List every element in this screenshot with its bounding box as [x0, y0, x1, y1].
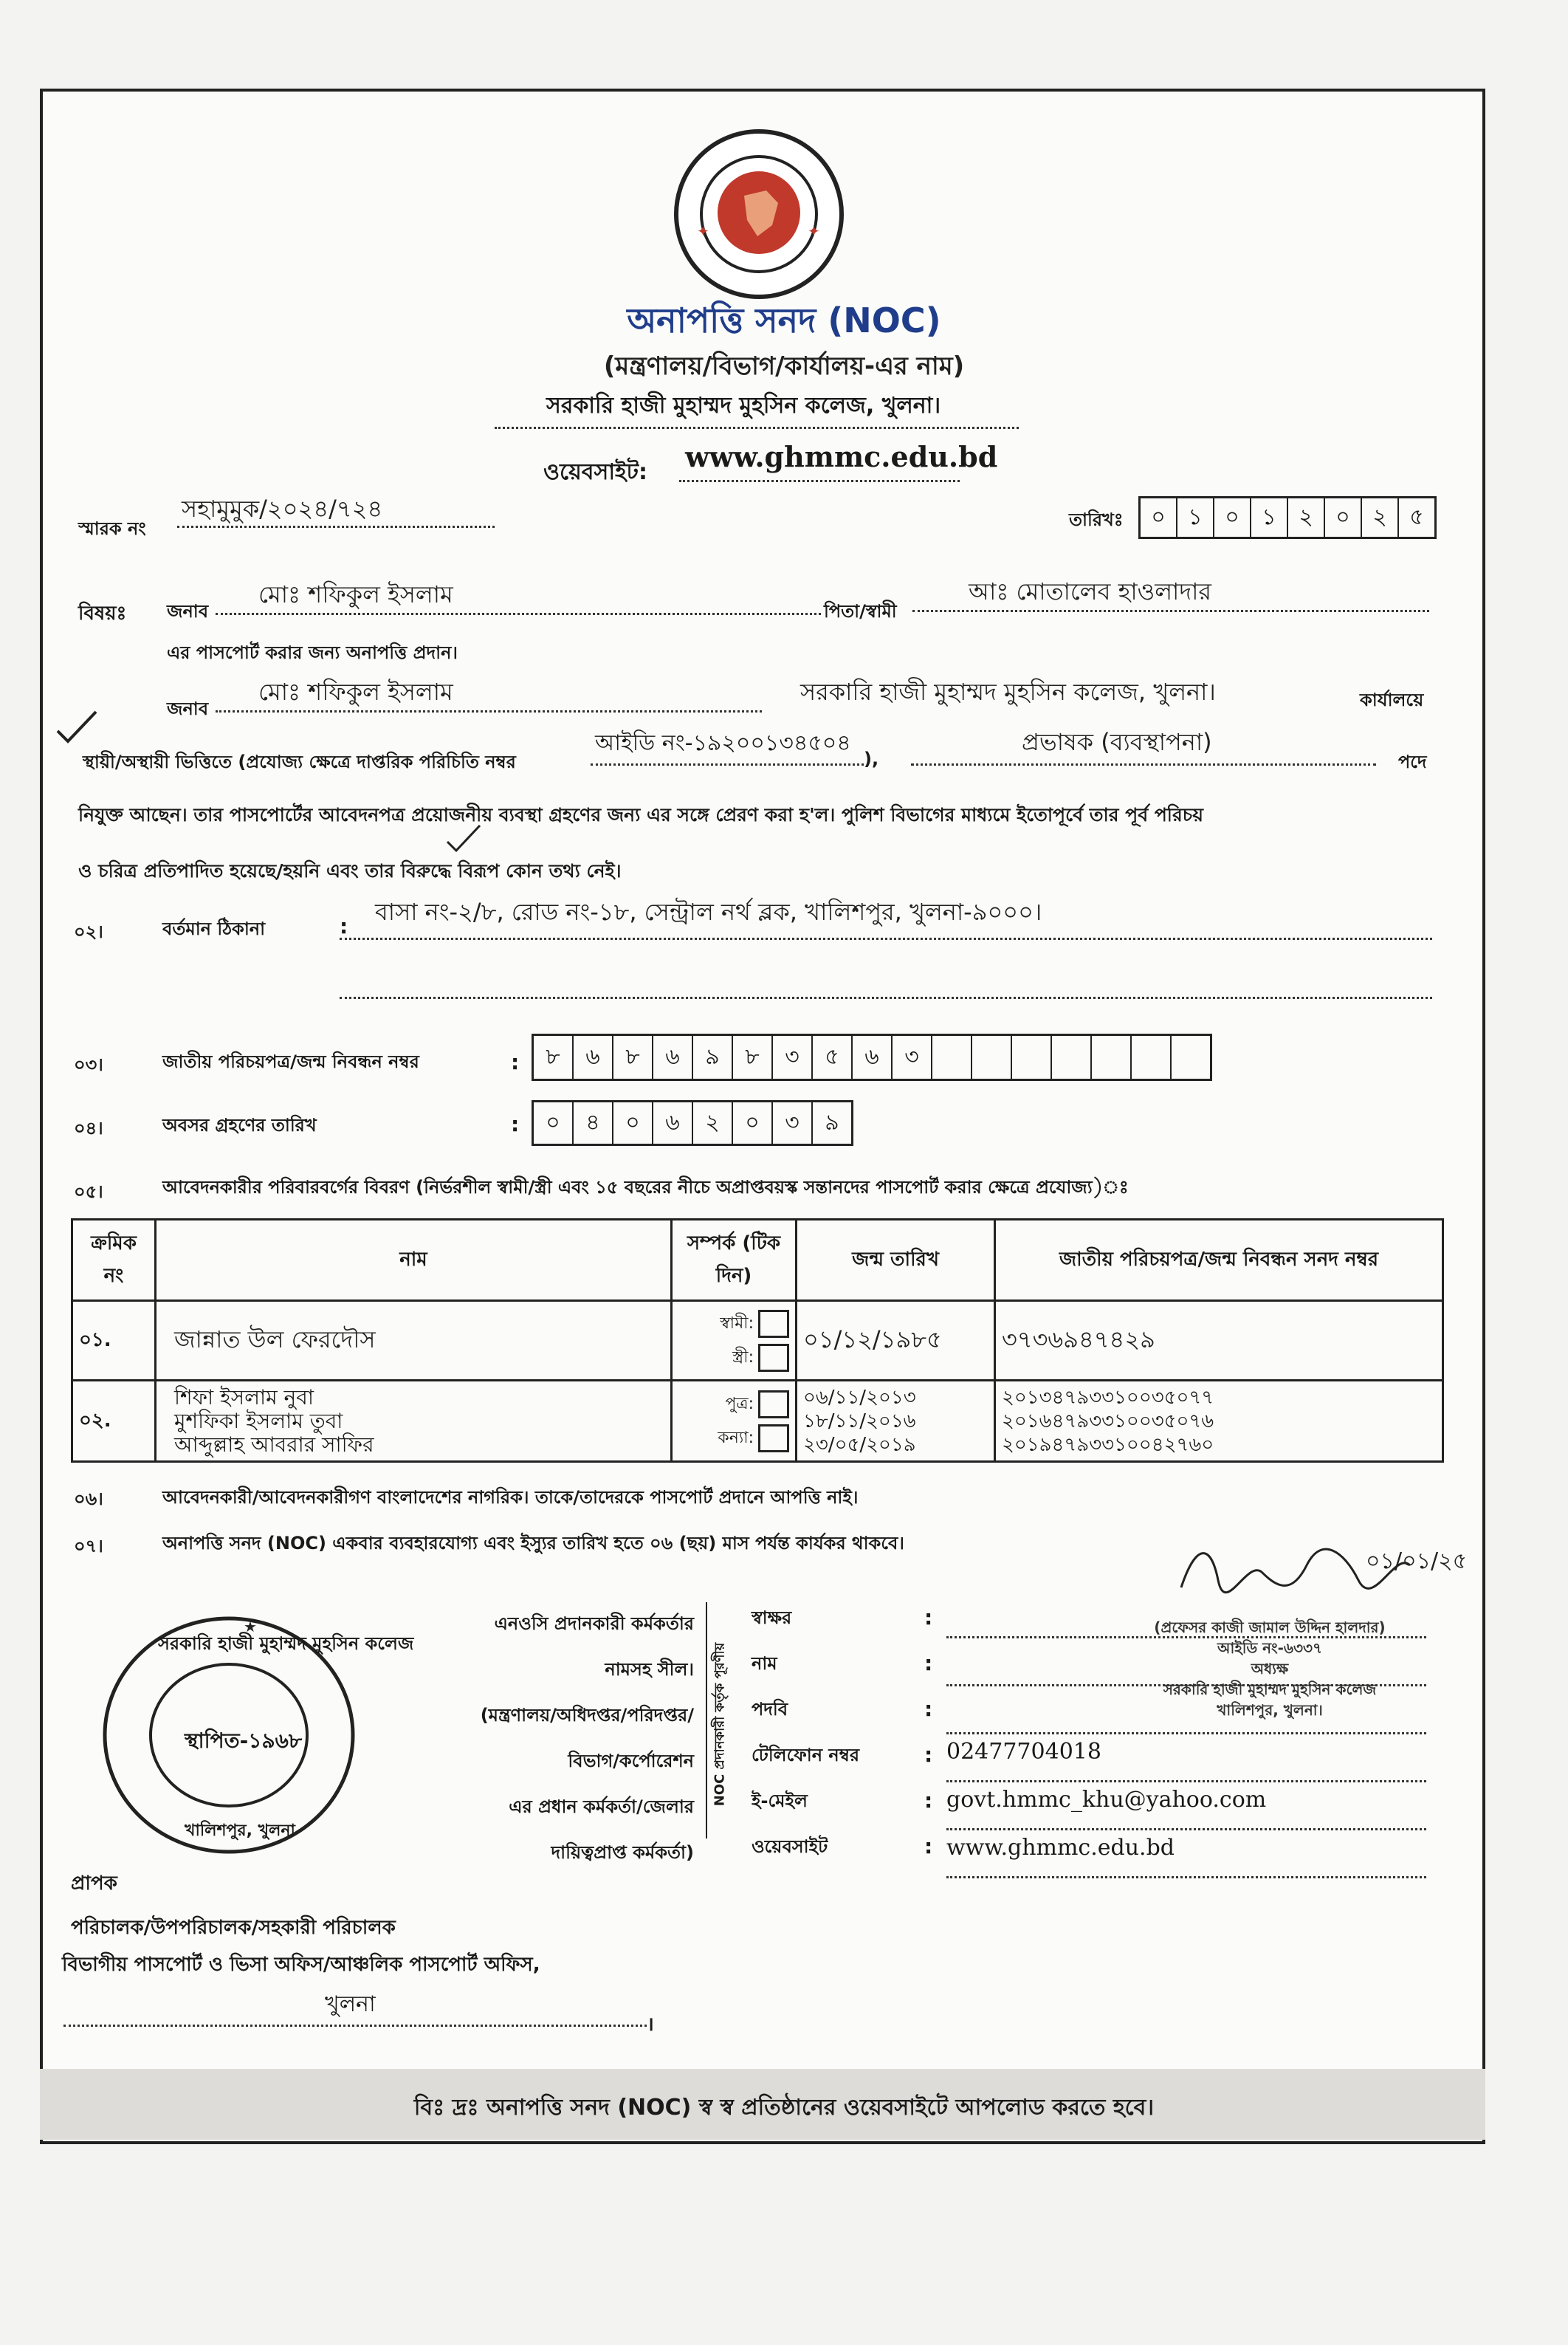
subject-name-line	[216, 613, 821, 615]
stamp-line-4: সরকারি হাজী মুহাম্মদ মুহসিন কলেজ	[1163, 1680, 1377, 1698]
svg-text:✦: ✦	[697, 222, 709, 240]
father-name: আঃ মোতালেব হাওলাদার	[969, 577, 1212, 605]
retire-digit-6: ০	[733, 1102, 773, 1144]
memo-dotted-line	[177, 526, 495, 528]
vertical-divider	[706, 1602, 734, 1838]
retire-digit-3: ০	[613, 1102, 653, 1144]
sig-desc-1: এনওসি প্রদানকারী কর্মকর্তার	[494, 1613, 694, 1634]
subject-label: বিষয়ঃ	[78, 602, 127, 625]
nid-digit-2: ৬	[574, 1036, 613, 1079]
nid-digit-6: ৮	[733, 1036, 773, 1079]
nid-digit-17	[1172, 1036, 1210, 1079]
vertical-caption: NOC প্রদানকারী কর্তৃক পূরণীয়	[712, 1642, 728, 1807]
memo-label: স্মারক নং	[78, 518, 146, 539]
subject-mr: জনাব	[167, 601, 209, 622]
nid-digit-4: ৬	[653, 1036, 693, 1079]
date-boxes	[1138, 496, 1437, 539]
retire-digit-1: ০	[534, 1102, 574, 1144]
footer-note: বিঃ দ্রঃ অনাপত্তি সনদ (NOC) স্ব স্ব প্রতিষ্ঠানের ওয়েবসাইটে আপলোড করতে হবে।	[413, 2095, 1155, 2121]
label-website: ওয়েবসাইট	[752, 1836, 828, 1857]
recipient-line3: খুলনা	[325, 1991, 376, 2017]
body-name: মোঃ শফিকুল ইসলাম	[258, 678, 453, 706]
nid-digit-15	[1092, 1036, 1132, 1079]
signatory-labels	[752, 1595, 859, 1870]
header-nid: জাতীয় পরিচয়পত্র/জন্ম নিবন্ধন সনদ নম্বর	[995, 1220, 1443, 1301]
address-line-1	[340, 938, 1432, 940]
table-row	[72, 1381, 1443, 1462]
daughter-checkbox[interactable]	[758, 1424, 789, 1452]
recipient-line2: বিভাগীয় পাসপোর্ট ও ভিসা অফিস/আঞ্চলিক পাসপোর্ট অফিস,	[62, 1954, 540, 1976]
row1-relation	[672, 1301, 797, 1381]
date-digit-4: ১	[1251, 498, 1288, 537]
retire-number: ০৪।	[74, 1118, 103, 1139]
sig-desc-2: নামসহ সীল।	[605, 1659, 694, 1680]
father-label: পিতা/স্বামী	[824, 601, 897, 622]
stamp-line-2: আইডি নং-৬৩৩৭	[1217, 1639, 1322, 1657]
nid-boxes	[532, 1034, 1212, 1081]
basis-text: স্থায়ী/অস্থায়ী ভিত্তিতে (প্রযোজ্য ক্ষেত্রে দাপ্তরিক পরিচিতি নম্বর	[83, 752, 516, 772]
date-digit-7: ২	[1362, 498, 1399, 537]
husband-checkbox[interactable]	[758, 1310, 789, 1338]
child-dob-1: ০৬/১১/২০১৩	[803, 1386, 916, 1409]
date-digit-1: ০	[1141, 498, 1177, 537]
employee-id: আইডি নং-১৯২০০১৩৪৫০৪	[595, 730, 851, 756]
body-office: সরকারি হাজী মুহাম্মদ মুহসিন কলেজ, খুলনা।	[800, 678, 1216, 706]
nid-digit-16	[1132, 1036, 1172, 1079]
seal-ring-text: সরকারি হাজী মুহাম্মদ মুহসিন কলেজ	[158, 1633, 414, 1654]
college-seal	[96, 1610, 414, 1861]
body-paragraph-2: ও চরিত্র প্রতিপাদিত হয়েছে/হয়নি এবং তার বিরুদ্ধে বিরূপ কোন তথ্য নেই।	[78, 860, 622, 882]
retire-boxes	[532, 1100, 853, 1146]
retire-digit-5: ২	[693, 1102, 733, 1144]
row1-dob: ০১/১২/১৯৮৫	[797, 1301, 995, 1381]
tick-icon	[446, 824, 483, 854]
id-line	[591, 763, 864, 766]
retire-digit-2: ৪	[574, 1102, 613, 1144]
signatory-colons: : : : : : :	[924, 1605, 933, 1858]
sig-desc-5: এর প্রধান কর্মকর্তা/জেলার	[509, 1796, 694, 1817]
subject-name: মোঃ শফিকুল ইসলাম	[258, 580, 453, 608]
header-relation: সম্পর্ক (টিক দিন)	[672, 1220, 797, 1301]
date-digit-5: ২	[1288, 498, 1325, 537]
child-nid-2: ২০১৬৪৭৯৩৩১০০৩৫০৭৬	[1002, 1410, 1214, 1432]
website-field: www.ghmmc.edu.bd	[946, 1835, 1426, 1878]
nid-number: ০৩।	[74, 1054, 103, 1075]
subject-line2: এর পাসপোর্ট করার জন্য অনাপত্তি প্রদান।	[167, 642, 458, 663]
child-name-3: আব্দুল্লাহ আবরার সাফির	[174, 1432, 374, 1457]
header-dob: জন্ম তারিখ	[797, 1220, 995, 1301]
child-nid-1: ২০১৩৪৭৯৩৩১০০৩৫০৭৭	[1002, 1386, 1214, 1409]
row2-names	[156, 1381, 672, 1462]
recipient-end: ।	[647, 2013, 654, 2036]
label-signature: স্বাক্ষর	[752, 1607, 792, 1628]
row2-dobs	[797, 1381, 995, 1462]
designation: প্রভাষক (ব্যবস্থাপনা)	[1022, 728, 1212, 756]
rel-daughter-label: কন্যা:	[718, 1428, 754, 1447]
nid-digit-12	[972, 1036, 1012, 1079]
child-nid-3: ২০১৯৪৭৯৩৩১০০৪২৭৬০	[1002, 1433, 1214, 1456]
sig-desc-4: বিভাগ/কর্পোরেশন	[568, 1751, 694, 1771]
child-dob-2: ১৮/১১/২০১৬	[803, 1410, 916, 1432]
retire-digit-7: ৩	[773, 1102, 813, 1144]
svg-text:★: ★	[244, 1618, 257, 1635]
body-mr: জনাব	[167, 698, 209, 719]
wife-checkbox[interactable]	[758, 1344, 789, 1372]
child-name-1: শিফা ইসলাম নুবা	[174, 1384, 314, 1410]
signatory-description	[413, 1601, 694, 1875]
nid-digit-13	[1012, 1036, 1052, 1079]
body-name-line	[216, 710, 762, 713]
date-digit-2: ১	[1177, 498, 1214, 537]
header-serial: ক্রমিক নং	[72, 1220, 156, 1301]
retire-digit-4: ৬	[653, 1102, 693, 1144]
nid-digit-8: ৫	[813, 1036, 853, 1079]
retire-colon: :	[511, 1112, 520, 1136]
row1-name: জান্নাত উল ফেরদৌস	[156, 1301, 672, 1381]
child-name-2: মুশফিকা ইসলাম তুবা	[174, 1408, 343, 1433]
clause6-number: ০৬।	[74, 1489, 103, 1509]
document-title: অনাপত্তি সনদ (NOC)	[627, 301, 941, 340]
recipient-label: প্রাপক	[71, 1872, 117, 1895]
date-digit-8: ৫	[1409, 504, 1424, 530]
address-label: বর্তমান ঠিকানা	[162, 919, 266, 939]
recipient-line1: পরিচালক/উপপরিচালক/সহকারী পরিচালক	[71, 1917, 396, 1939]
website-value: www.ghmmc.edu.bd	[685, 440, 998, 473]
principal-stamp	[1107, 1617, 1432, 1720]
nid-digit-9: ৬	[853, 1036, 893, 1079]
body-office-suffix: কার্যালয়ে	[1360, 690, 1424, 710]
stamp-line-3: অধ্যক্ষ	[1251, 1660, 1289, 1678]
retire-label: অবসর গ্রহণের তারিখ	[162, 1115, 317, 1136]
svg-text:✦: ✦	[808, 222, 820, 240]
clause6-text: আবেদনকারী/আবেদনকারীগণ বাংলাদেশের নাগরিক। তাকে/তাদেরকে পাসপোর্ট প্রদানে আপত্তি নাই।	[162, 1487, 859, 1508]
row2-serial: ০২.	[72, 1381, 156, 1462]
office-name: সরকারি হাজী মুহাম্মদ মুহসিন কলেজ, খুলনা।	[546, 393, 941, 419]
family-heading: আবেদনকারীর পরিবারবর্গের বিবরণ (নির্ভরশীল স্বামী/স্ত্রী এবং ১৫ বছরের নীচে অপ্রাপ্তবয়স্ক সন্তানদের পাসপোর্ট করার ক্ষেত্রে প্রযোজ্য)ঃ	[162, 1177, 1129, 1198]
email-field: govt.hmmc_khu@yahoo.com	[946, 1787, 1426, 1830]
son-checkbox[interactable]	[758, 1390, 789, 1418]
row1-nid: ৩৭৩৬৯৪৭৪২৯	[995, 1301, 1443, 1381]
seal-center: স্থাপিত-১৯৬৮	[185, 1728, 303, 1753]
sig-desc-3: (মন্ত্রণালয়/অধিদপ্তর/পরিদপ্তর/	[480, 1705, 694, 1726]
address-value: বাসা নং-২/৮, রোড নং-১৮, সেন্ট্রাল নর্থ ব্লক, খালিশপুর, খুলনা-৯০০০।	[375, 898, 1042, 926]
ministry-subtitle: (মন্ত্রণালয়/বিভাগ/কার্যালয়-এর নাম)	[603, 351, 965, 381]
nid-digit-10: ৩	[893, 1036, 932, 1079]
clause7-number: ০৭।	[74, 1536, 103, 1556]
government-emblem	[670, 126, 847, 303]
address-number: ০২।	[74, 921, 103, 942]
date-digit-6: ০	[1325, 498, 1362, 537]
signature-date: ০১/০১/২৫	[1366, 1548, 1468, 1574]
retire-digit-8: ৯	[825, 1109, 839, 1136]
handwritten-signature	[1166, 1528, 1491, 1617]
check-mark-icon	[55, 709, 99, 746]
nid-digit-14	[1052, 1036, 1092, 1079]
nid-digit-11	[932, 1036, 972, 1079]
clause7-text: অনাপত্তি সনদ (NOC) একবার ব্যবহারযোগ্য এবং ইস্যুর তারিখ হতে ০৬ (ছয়) মাস পর্যন্ত কার্যকর থাকবে।	[162, 1533, 904, 1553]
rel-wife-label: স্ত্রী:	[732, 1347, 754, 1367]
date-digit-3: ০	[1214, 498, 1251, 537]
header-name: নাম	[156, 1220, 672, 1301]
family-table	[71, 1218, 1444, 1463]
row1-serial: ০১.	[72, 1301, 156, 1381]
phone-field: 02477704018	[946, 1739, 1426, 1782]
rel-son-label: পুত্র:	[725, 1394, 754, 1413]
family-number: ০৫।	[74, 1181, 103, 1202]
date-label: তারিখঃ	[1069, 509, 1124, 530]
nid-digit-1: ৮	[534, 1036, 574, 1079]
nid-label: জাতীয় পরিচয়পত্র/জন্ম নিবন্ধন নম্বর	[162, 1051, 419, 1072]
row2-relation	[672, 1381, 797, 1462]
label-name: নাম	[752, 1653, 777, 1674]
table-row	[72, 1301, 1443, 1381]
label-phone: টেলিফোন নম্বর	[752, 1745, 860, 1765]
nid-digit-3: ৮	[613, 1036, 653, 1079]
website-dotted-line	[679, 480, 960, 482]
office-dotted-line	[495, 427, 1019, 429]
row2-nids	[995, 1381, 1443, 1462]
memo-number: সহামুমুক/২০২৪/৭২৪	[182, 495, 383, 523]
father-line	[912, 610, 1429, 612]
post-suffix: পদে	[1398, 752, 1427, 772]
label-email: ই-মেইল	[752, 1790, 808, 1811]
rel-husband-label: স্বামী:	[720, 1314, 754, 1333]
child-dob-3: ২৩/০৫/২০১৯	[803, 1433, 916, 1456]
nid-digit-5: ৯	[693, 1036, 733, 1079]
nid-colon: :	[511, 1050, 520, 1074]
seal-bottom-text: খালিশপুর, খুলনা	[185, 1822, 295, 1840]
nid-digit-7: ৩	[773, 1036, 813, 1079]
body-paragraph-1: নিযুক্ত আছেন। তার পাসপোর্টের আবেদনপত্র প্রয়োজনীয় ব্যবস্থা গ্রহণের জন্য এর সঙ্গে প্রেরণ করা হ'ল। পুলিশ বিভাগের মাধ্যমে ইতোপূর্বে তার পূর্ব পরিচয়	[78, 804, 1203, 825]
recipient-dotted-line	[63, 2025, 647, 2027]
sig-desc-6: দায়িত্বপ্রাপ্ত কর্মকর্তা)	[551, 1842, 694, 1863]
stamp-line-1: (প্রফেসর কাজী জামাল উদ্দিন হালদার)	[1154, 1618, 1386, 1636]
designation-line	[911, 763, 1376, 766]
id-close: ),	[864, 749, 879, 769]
label-designation: পদবি	[752, 1699, 788, 1720]
stamp-line-5: খালিশপুর, খুলনা।	[1217, 1701, 1323, 1719]
address-colon: :	[340, 914, 348, 938]
family-table-header	[72, 1220, 1443, 1301]
address-line-2	[340, 997, 1432, 999]
website-label: ওয়েবসাইট:	[543, 459, 647, 485]
